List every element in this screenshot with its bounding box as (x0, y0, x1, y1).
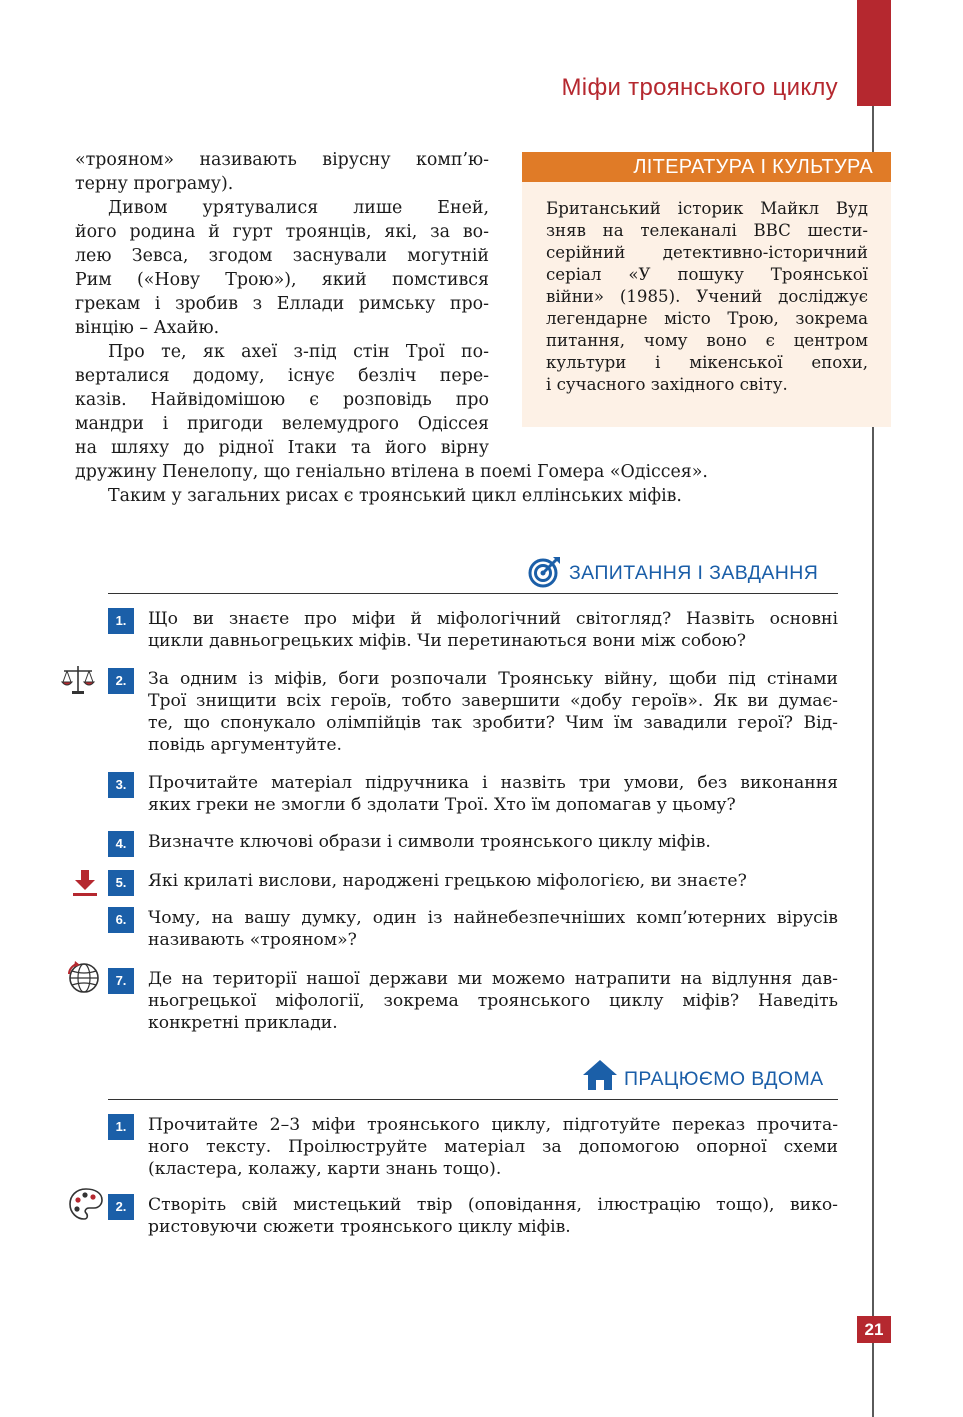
text-line: культури і мікенської епохи, (546, 353, 868, 372)
scales-icon (60, 662, 96, 698)
text-line: Де на території нашої держави ми можемо натрапити на відлуння дав- (148, 969, 838, 989)
text-line: конкретні приклади. (148, 1013, 338, 1033)
question-4 (148, 831, 838, 853)
text-line: Британський історик Майкл Вуд (546, 199, 868, 218)
text-line: казів. Найвідомішою є розповідь про (75, 390, 489, 410)
question-5 (148, 870, 838, 892)
text-line: Які крилаті вислови, народжені грецькою міфологією, ви знаєте? (148, 871, 747, 891)
task-number: 7. (108, 968, 134, 994)
text-line: ного тексту. Проілюструйте матеріал за допомогою опорної схеми (148, 1137, 838, 1157)
question-2 (148, 668, 838, 756)
text-line: називають «трояном»? (148, 930, 357, 950)
text-line: вінцію – Ахайю. (75, 318, 220, 338)
text-line: Про те, як ахеї з-під стін Трої по- (108, 342, 489, 362)
culture-box-header (522, 152, 891, 182)
section-divider (108, 1099, 838, 1100)
text-line: ньогрецької міфології, зокрема троянського циклу міфів? Наведіть (148, 991, 838, 1011)
text-line: цикли давньогрецьких міфів. Чи перетинаються вони між собою? (148, 631, 746, 651)
homework-section-title: ПРАЦЮЄМО ВДОМА (624, 1068, 824, 1090)
text-line: питання, чому воно є центром (546, 331, 868, 350)
download-icon (72, 868, 98, 898)
target-icon (528, 555, 562, 589)
question-6 (148, 907, 838, 951)
text-line: те, що спонукало олімпійців так зробити? Чим їм завадили герої? Від- (148, 713, 838, 733)
text-line: дружину Пенелопу, що геніально втілена в поемі Гомера «Одіссея». (75, 462, 708, 482)
task-number: 1. (108, 608, 134, 634)
question-7 (148, 968, 838, 1034)
paragraph-1 (75, 148, 489, 196)
text-line: яких греки не змогли б здолати Трої. Хто їм допомагав у цьому? (148, 795, 736, 815)
text-line: мандри і пригоди велемудрого Одіссея (75, 414, 489, 434)
text-line: і сучасного західного світу. (546, 375, 788, 394)
task-number: 2. (108, 668, 134, 694)
text-line: (кластера, колажу, карти знань тощо). (148, 1159, 502, 1179)
house-icon (582, 1059, 618, 1091)
culture-box-title: ЛІТЕРАТУРА І КУЛЬТУРА (633, 156, 873, 178)
text-line: терну програму). (75, 174, 234, 194)
question-1 (148, 608, 838, 652)
text-line: на шляху до рідної Ітаки та його вірну (75, 438, 489, 458)
text-line: Що ви знаєте про міфи й міфологічний світогляд? Назвіть основні (148, 609, 838, 629)
section-divider (108, 593, 838, 594)
text-line: його родина й гурт троянців, які, за во- (75, 222, 489, 242)
running-title: Міфи троянського циклу (561, 74, 838, 101)
text-line: Дивом урятувалися лише Еней, (108, 198, 489, 218)
text-line: За одним із міфів, боги розпочали Троянську війну, щоби під стінами (148, 669, 838, 689)
culture-box-text (546, 198, 868, 396)
text-line: Прочитайте матеріал підручника і назвіть три умови, без виконання (148, 773, 838, 793)
questions-section-title: ЗАПИТАННЯ І ЗАВДАННЯ (569, 562, 819, 584)
globe-icon (66, 960, 102, 996)
text-line: війни» (1985). Учений досліджує (546, 287, 868, 306)
text-line: лею Зевса, згодом заснували могутній (75, 246, 489, 266)
text-line: Таким у загальних рисах є троянський цикл еллінських міфів. (108, 486, 682, 506)
text-line: Створіть свій мистецький твір (оповідання, ілюстрацію тощо), вико- (148, 1195, 838, 1215)
text-line: серійний детективно-історичний (546, 243, 868, 262)
question-3 (148, 772, 838, 816)
paragraph-4 (75, 484, 805, 508)
text-line: Трої знищити всіх героїв, тобто завершити «добу героїв». Як ви думає- (148, 691, 838, 711)
task-number: 1. (108, 1114, 134, 1140)
text-line: повідь аргументуйте. (148, 735, 342, 755)
page-number: 21 (857, 1316, 891, 1343)
task-number: 6. (108, 907, 134, 933)
text-line: ристовуючи сюжети троянського циклу міфів. (148, 1217, 571, 1237)
text-line: легендарне місто Трою, зокрема (546, 309, 868, 328)
task-number: 3. (108, 772, 134, 798)
text-line: зняв на телеканалі BBC шести- (546, 221, 868, 240)
text-line: серіал «У пошуку Троянської (546, 265, 868, 284)
text-line: Чому, на вашу думку, один із найнебезпечніших комп’ютерних вірусів (148, 908, 838, 928)
text-line: «трояном» називають вірусну комп’ю- (75, 150, 489, 170)
text-line: Прочитайте 2–3 міфи троянського циклу, підготуйте переказ прочита- (148, 1115, 838, 1135)
text-line: грекам і зробив з Еллади римську про- (75, 294, 489, 314)
homework-2 (148, 1194, 838, 1238)
literature-culture-box (522, 152, 891, 427)
task-number: 5. (108, 870, 134, 896)
text-line: Визначте ключові образи і символи троянського циклу міфів. (148, 832, 711, 852)
red-corner-tab (857, 0, 891, 106)
task-number: 4. (108, 831, 134, 857)
paragraph-2 (75, 196, 489, 340)
task-number: 2. (108, 1194, 134, 1220)
palette-icon (68, 1186, 104, 1222)
text-line: Рим («Нову Трою»), який помстився (75, 270, 489, 290)
text-line: верталися додому, існує безліч пере- (75, 366, 489, 386)
homework-1 (148, 1114, 838, 1180)
